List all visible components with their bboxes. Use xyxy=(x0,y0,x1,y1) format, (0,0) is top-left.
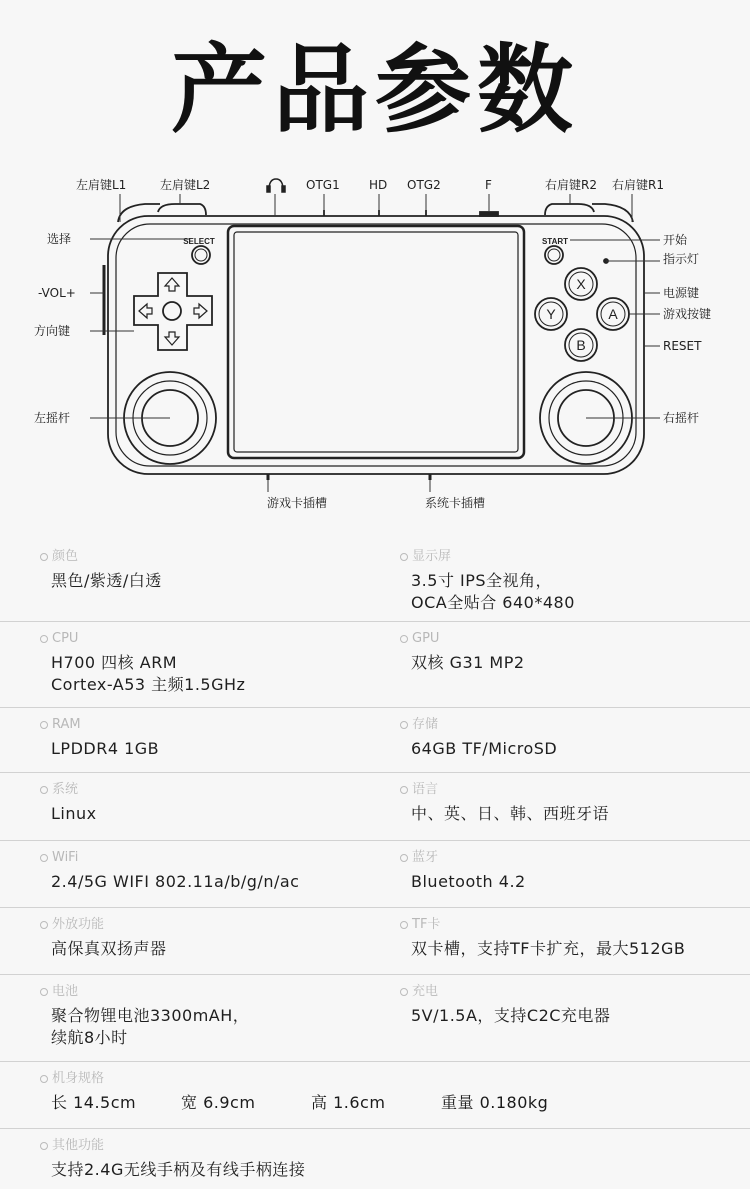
spec-row-other xyxy=(0,1129,750,1189)
label-power: 电源键 xyxy=(663,286,700,300)
label-otg1: OTG1 xyxy=(306,178,340,192)
spec-wifi xyxy=(40,841,390,893)
spec-value: 高保真双扬声器 xyxy=(51,939,167,958)
spec-label: 电池 xyxy=(52,984,79,999)
spec-cpu xyxy=(40,622,390,696)
label-r2: 右肩键R2 xyxy=(545,178,597,192)
label-l1: 左肩键L1 xyxy=(76,178,127,192)
spec-value: 3.5寸 IPS全视角， OCA全贴合 640*480 xyxy=(411,571,575,612)
spec-label: GPU xyxy=(412,631,440,646)
label-otg2: OTG2 xyxy=(407,178,441,192)
spec-ram xyxy=(40,708,390,760)
label-indicator: 指示灯 xyxy=(663,252,700,266)
spec-row xyxy=(0,708,750,773)
label-system-card-slot: 系统卡插槽 xyxy=(425,496,486,510)
headphone-icon xyxy=(267,179,285,192)
label-f: F xyxy=(485,178,492,192)
select-print: SELECT xyxy=(183,237,215,246)
spec-label: 充电 xyxy=(412,984,439,999)
page-title: 产品参数 xyxy=(171,34,579,146)
x-button-print: X xyxy=(576,276,586,292)
right-shoulder-r2 xyxy=(545,204,594,215)
spec-color xyxy=(40,540,390,592)
spec-row xyxy=(0,841,750,908)
spec-row xyxy=(0,908,750,975)
spec-value: 2.4/5G WIFI 802.11a/b/g/n/ac xyxy=(51,872,300,891)
dimension-height: 高 1.6cm xyxy=(311,1093,386,1112)
spec-value: H700 四核 ARM Cortex-A53 主频1.5GHz xyxy=(51,653,246,694)
left-shoulder-l2 xyxy=(158,204,206,215)
label-game-buttons: 游戏按键 xyxy=(663,307,712,321)
spec-label: CPU xyxy=(52,631,79,646)
spec-label: 颜色 xyxy=(52,549,79,564)
spec-label: 其他功能 xyxy=(52,1138,105,1153)
label-hd: HD xyxy=(369,178,388,192)
left-shoulder-l1 xyxy=(118,204,160,222)
spec-charging xyxy=(400,975,740,1027)
spec-system xyxy=(40,773,390,825)
spec-value: 支持2.4G无线手柄及有线手柄连接 xyxy=(51,1160,306,1179)
spec-label: 存储 xyxy=(412,717,439,732)
dpad xyxy=(134,273,212,350)
label-start: 开始 xyxy=(663,233,688,247)
y-button-print: Y xyxy=(546,306,556,322)
spec-display xyxy=(400,540,740,614)
label-left-stick: 左摇杆 xyxy=(34,411,71,425)
label-select: 选择 xyxy=(47,232,72,246)
spec-value: Linux xyxy=(51,804,97,823)
label-right-stick: 右摇杆 xyxy=(663,411,700,425)
spec-row-dimensions xyxy=(0,1062,750,1129)
label-r1: 右肩键R1 xyxy=(612,178,664,192)
spec-value: 双卡槽，支持TF卡扩充，最大512GB xyxy=(411,939,686,958)
spec-label: 外放功能 xyxy=(52,917,105,932)
spec-row xyxy=(0,622,750,708)
spec-dimensions xyxy=(40,1062,740,1114)
spec-label: 语言 xyxy=(412,782,439,797)
spec-value: 黑色/紫透/白透 xyxy=(51,571,162,590)
spec-gpu xyxy=(400,622,740,674)
spec-label: 蓝牙 xyxy=(412,850,439,865)
device-diagram xyxy=(0,160,750,530)
spec-label: TF卡 xyxy=(412,917,441,932)
spec-label: WiFi xyxy=(52,850,79,865)
spec-label: 显示屏 xyxy=(412,549,452,564)
label-game-card-slot: 游戏卡插槽 xyxy=(267,496,328,510)
spec-value: 聚合物锂电池3300mAH， 续航8小时 xyxy=(51,1006,250,1047)
spec-label: 机身规格 xyxy=(52,1071,105,1086)
spec-row xyxy=(0,975,750,1062)
label-reset: RESET xyxy=(663,339,702,353)
spec-value: 双核 G31 MP2 xyxy=(411,653,525,672)
spec-storage xyxy=(400,708,740,760)
spec-value: 64GB TF/MicroSD xyxy=(411,739,558,758)
spec-battery xyxy=(40,975,390,1049)
label-vol: -VOL+ xyxy=(38,286,76,300)
spec-value: 中、英、日、韩、西班牙语 xyxy=(411,804,610,823)
a-button-print: A xyxy=(608,306,618,322)
dimension-weight: 重量 0.180kg xyxy=(441,1093,549,1112)
b-button-print: B xyxy=(576,337,586,353)
screen xyxy=(228,226,524,458)
right-shoulder-r1 xyxy=(592,204,633,222)
spec-tf-card xyxy=(400,908,740,960)
spec-other xyxy=(40,1129,740,1181)
spec-value: LPDDR4 1GB xyxy=(51,739,160,758)
spec-value: Bluetooth 4.2 xyxy=(411,872,526,891)
spec-table xyxy=(0,540,750,1179)
spec-row xyxy=(0,773,750,841)
spec-label: 系统 xyxy=(52,782,79,797)
spec-bluetooth xyxy=(400,841,740,893)
label-dpad: 方向键 xyxy=(34,324,71,338)
spec-label: RAM xyxy=(52,717,81,732)
label-l2: 左肩键L2 xyxy=(160,178,211,192)
start-print: START xyxy=(541,237,569,246)
spec-speaker xyxy=(40,908,390,960)
spec-row xyxy=(0,540,750,622)
spec-value: 5V/1.5A，支持C2C充电器 xyxy=(411,1006,611,1025)
dimension-width: 宽 6.9cm xyxy=(181,1093,256,1112)
dimension-length: 长 14.5cm xyxy=(51,1093,137,1112)
spec-language xyxy=(400,773,740,825)
device-outline xyxy=(0,160,750,530)
